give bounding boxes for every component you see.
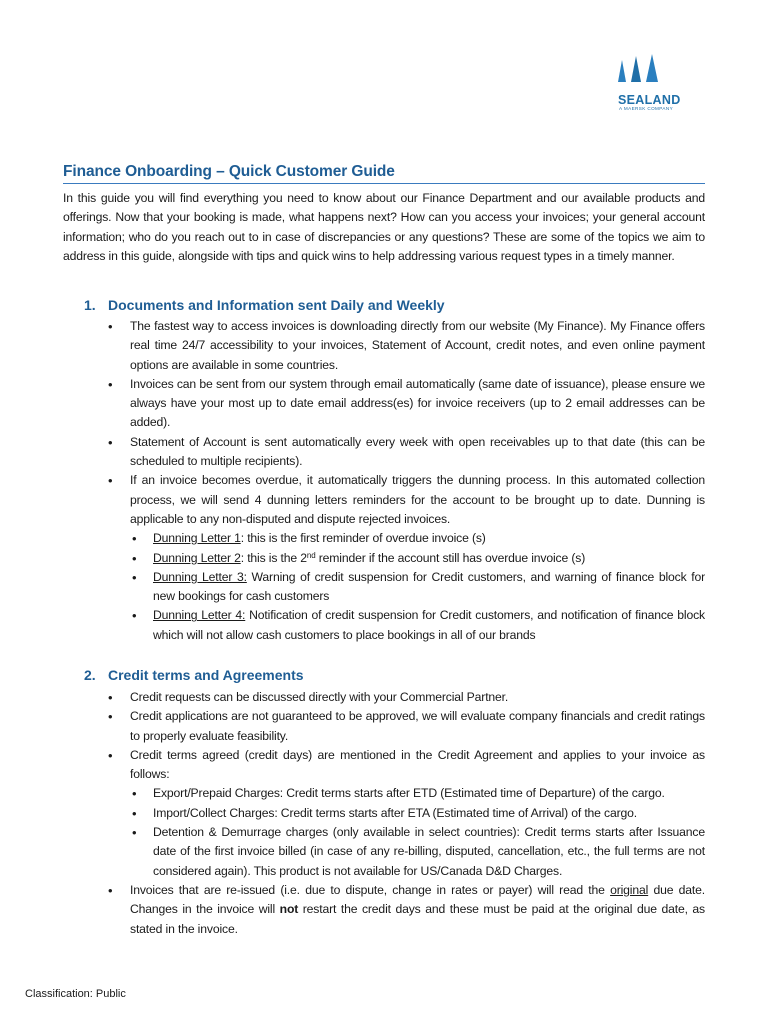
list-item: • The fastest way to access invoices is downloading directly from our website (My Finance). My Finance offers real time 24/7 accessibility to your invoices, Statement of Account, credit notes, and even online payment options are available in some countries. <box>106 317 705 375</box>
dunning-label: Dunning Letter 1 <box>153 531 241 546</box>
text-run: Invoices that are re-issued (i.e. due to dispute, change in rates or payer) will read the <box>130 882 611 897</box>
dunning-text: Notification of credit suspension for Credit customers, and notification of finance block which will not allow cash customers to place bookings in all of our brands <box>153 608 705 642</box>
logo-tagline: A MAERSK COMPANY <box>619 106 674 111</box>
dunning-text: Warning of credit suspension for Credit customers, and warning of finance block for new bookings for cash customers <box>153 569 706 604</box>
classification-footer: Classification: Public <box>25 988 126 1000</box>
section-number: 2. <box>84 667 96 683</box>
text-run: due date. Changes in the invoice will <box>130 882 705 917</box>
section-title: Documents and Information sent Daily and Weekly <box>108 297 445 313</box>
sails-icon <box>612 54 672 88</box>
text-run: restart the credit days and these must be paid at the original due date, as stated in the invoice. <box>130 902 705 936</box>
credit-terms-intro: Credit terms agreed (credit days) are mentioned in the Credit Agreement and applies to your invoice as follows: <box>130 747 705 782</box>
dunning-intro: If an invoice becomes overdue, it automatically triggers the dunning process. In this automated collection process, we will send 4 dunning letters reminders for the account to be brought up to date. Dunning is applicable to any non-disputed and dispute rejected invoices. <box>130 473 705 526</box>
section-2-heading <box>84 667 304 683</box>
credit-term-item: • Export/Prepaid Charges: Credit terms starts after ETD (Estimated time of Departure) of the cargo. <box>130 784 705 803</box>
list-item <box>106 746 705 881</box>
section-number: 1. <box>84 297 96 313</box>
dunning-text: : this is the first reminder of overdue invoice (s) <box>240 531 486 546</box>
dunning-text: reminder if the account still has overdue invoice (s) <box>315 550 586 565</box>
dunning-item <box>130 606 705 645</box>
dunning-label: Dunning Letter 2 <box>153 550 241 565</box>
ordinal-suffix: nd <box>306 550 316 560</box>
section-1-heading <box>84 297 445 313</box>
dunning-item <box>130 568 705 607</box>
sealand-logo <box>612 54 696 116</box>
emphasis-bold: not <box>279 902 299 917</box>
intro-paragraph: In this guide you will find everything you need to know about our Finance Department and our available products and offerings. Now that your booking is made, what happens next? How can you access your invoices; your general account information; who do you reach out to in case of discrepancies or any questions? These are some of the topics we aim to address in this guide, alongside with tips and quick wins to help addressing various request types in a timely manner. <box>63 191 705 263</box>
section-1-list <box>106 317 705 645</box>
list-item: • Credit applications are not guaranteed to be approved, we will evaluate company financials and credit ratings to properly evaluate feasibility. <box>106 707 705 746</box>
list-item <box>106 881 705 939</box>
credit-term-item: • Import/Collect Charges: Credit terms starts after ETA (Estimated time of Arrival) of the cargo. <box>130 804 705 823</box>
section-2-list <box>106 688 705 939</box>
dunning-label: Dunning Letter 3: <box>153 569 247 584</box>
dunning-item <box>130 529 705 548</box>
section-title: Credit terms and Agreements <box>108 667 304 683</box>
dunning-text: : this is the 2 <box>240 550 307 565</box>
list-item: • Credit requests can be discussed directly with your Commercial Partner. <box>106 688 705 707</box>
document-title: Finance Onboarding – Quick Customer Guide <box>63 163 705 184</box>
dunning-label: Dunning Letter 4: <box>153 608 246 623</box>
credit-term-item: • Detention & Demurrage charges (only available in select countries): Credit terms starts after Issuance date of the first invoice billed (in case of any re-billing, disputed, cancellation, etc., the full terms are not considered again). This product is not available for US/Canada D&D Charges. <box>130 823 705 881</box>
list-item: • Statement of Account is sent automatically every week with open receivables up to that date (this can be scheduled to multiple recipients). <box>106 433 705 472</box>
emphasis-underline: original <box>610 882 649 897</box>
logo-brand-text: SEALAND <box>618 93 681 107</box>
credit-terms-list <box>130 784 705 880</box>
dunning-list <box>130 529 705 645</box>
list-item <box>106 471 705 645</box>
dunning-item <box>130 549 705 568</box>
list-item: • Invoices can be sent from our system through email automatically (same date of issuance), please ensure we always have your most up to date email address(es) for invoice receivers (up to 2 email addresses can be added). <box>106 375 705 433</box>
